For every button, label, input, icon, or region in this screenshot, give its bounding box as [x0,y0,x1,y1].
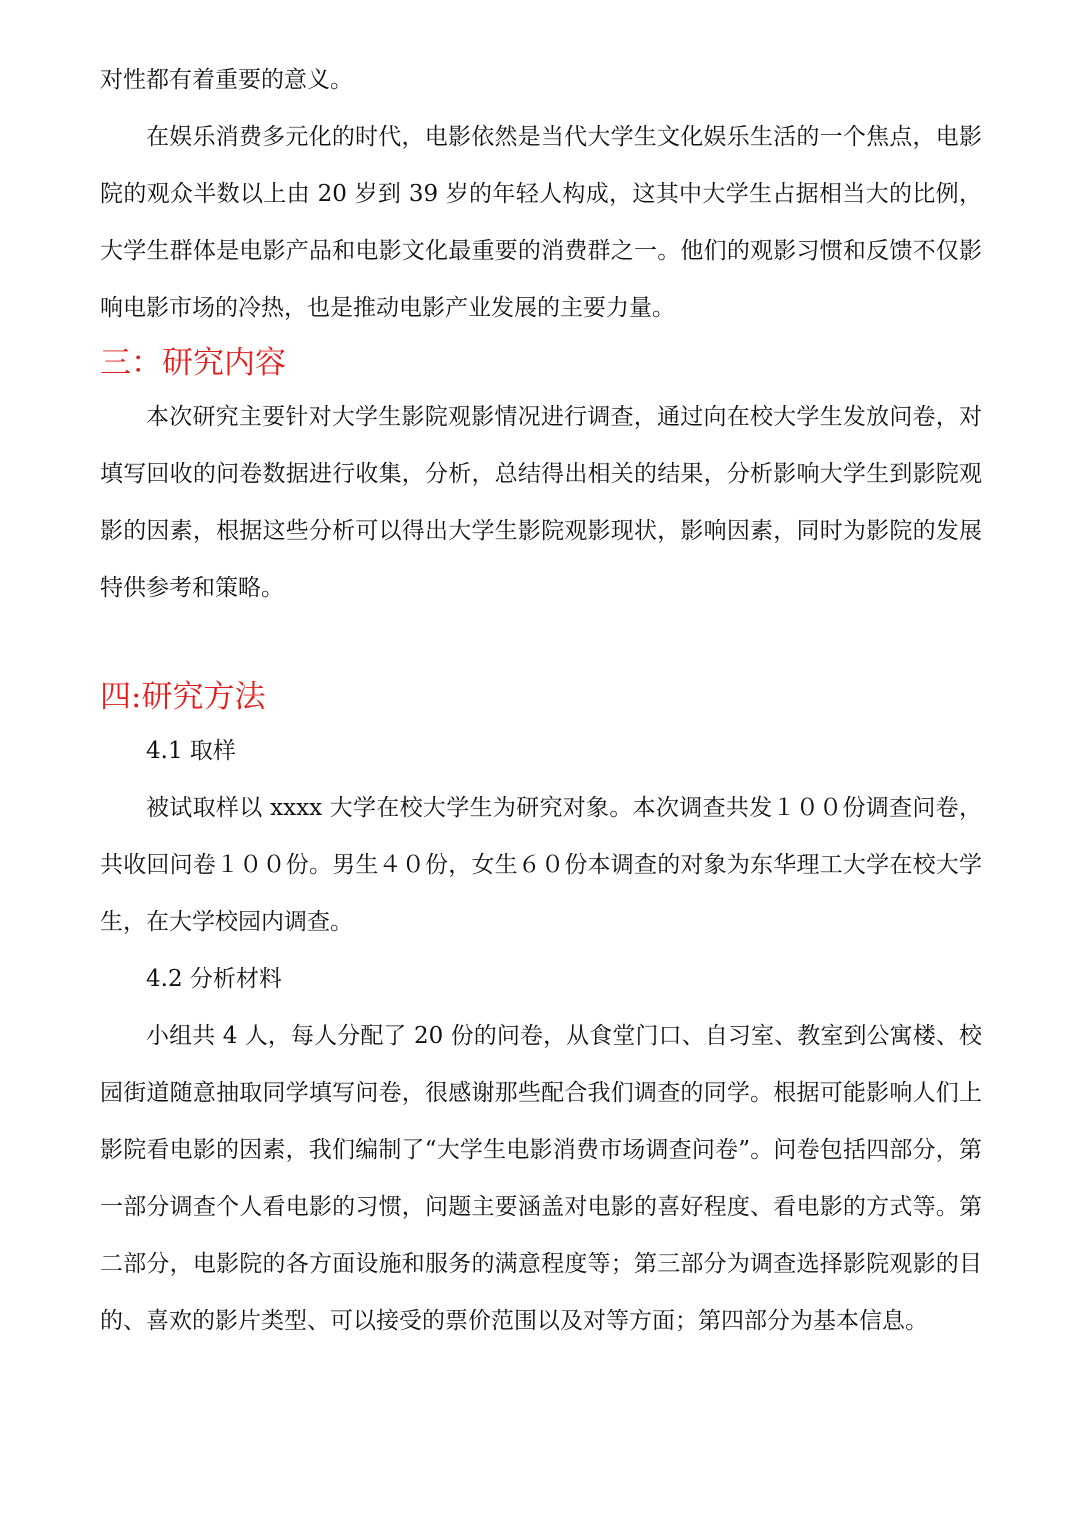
paragraph-analysis-materials: 小组共 4 人，每人分配了 20 份的问卷，从食堂门口、自习室、教室到公寓楼、校园街道随意抽取同学填写问卷，很感谢那些配合我们调查的同学。根据可能影响人们上影院看电影的因素，我们编制了“大学生电影消费市场调查问卷”。问卷包括四部分，第一部分调查个人看电影的习惯，问题主要涵盖对电影的喜好程度、看电影的方式等。第二部分，电影院的各方面设施和服务的满意程度等；第三部分为调查选择影院观影的目的、喜欢的影片类型、可以接受的票价范围以及对等方面；第四部分为基本信息。 [100,1023,982,1334]
paragraph-intro-end: 对性都有着重要的意义。 [100,67,353,93]
paragraph-background: 在娱乐消费多元化的时代，电影依然是当代大学生文化娱乐生活的一个焦点，电影院的观众半数以上由 20 岁到 39 岁的年轻人构成，这其中大学生占据相当大的比例，大学生群体是电影产品和电影文化最重要的消费群之一。他们的观影习惯和反馈不仅影响电影市场的冷热，也是推动电影产业发展的主要力量。 [100,124,982,321]
section-heading-research-content: 三：研究内容 [100,345,286,381]
paragraph-research-content: 本次研究主要针对大学生影院观影情况进行调查，通过向在校大学生发放问卷，对填写回收的问卷数据进行收集，分析，总结得出相关的结果，分析影响大学生到影院观影的因素，根据这些分析可以得出大学生影院观影现状，影响因素，同时为影院的发展特供参考和策略。 [100,404,982,601]
paragraph-sampling: 被试取样以 xxxx 大学在校大学生为研究对象。本次调查共发１００份调查问卷，共收回问卷１００份。男生４０份，女生６０份本调查的对象为东华理工大学在校大学生，在大学校园内调查。 [100,795,982,935]
subheading-sampling: 4.1 取样 [146,738,236,764]
document-page [100,52,982,1350]
subheading-analysis-materials: 4.2 分析材料 [146,966,282,992]
section-heading-research-method: 四:研究方法 [100,679,266,715]
section-spacer [100,617,982,671]
